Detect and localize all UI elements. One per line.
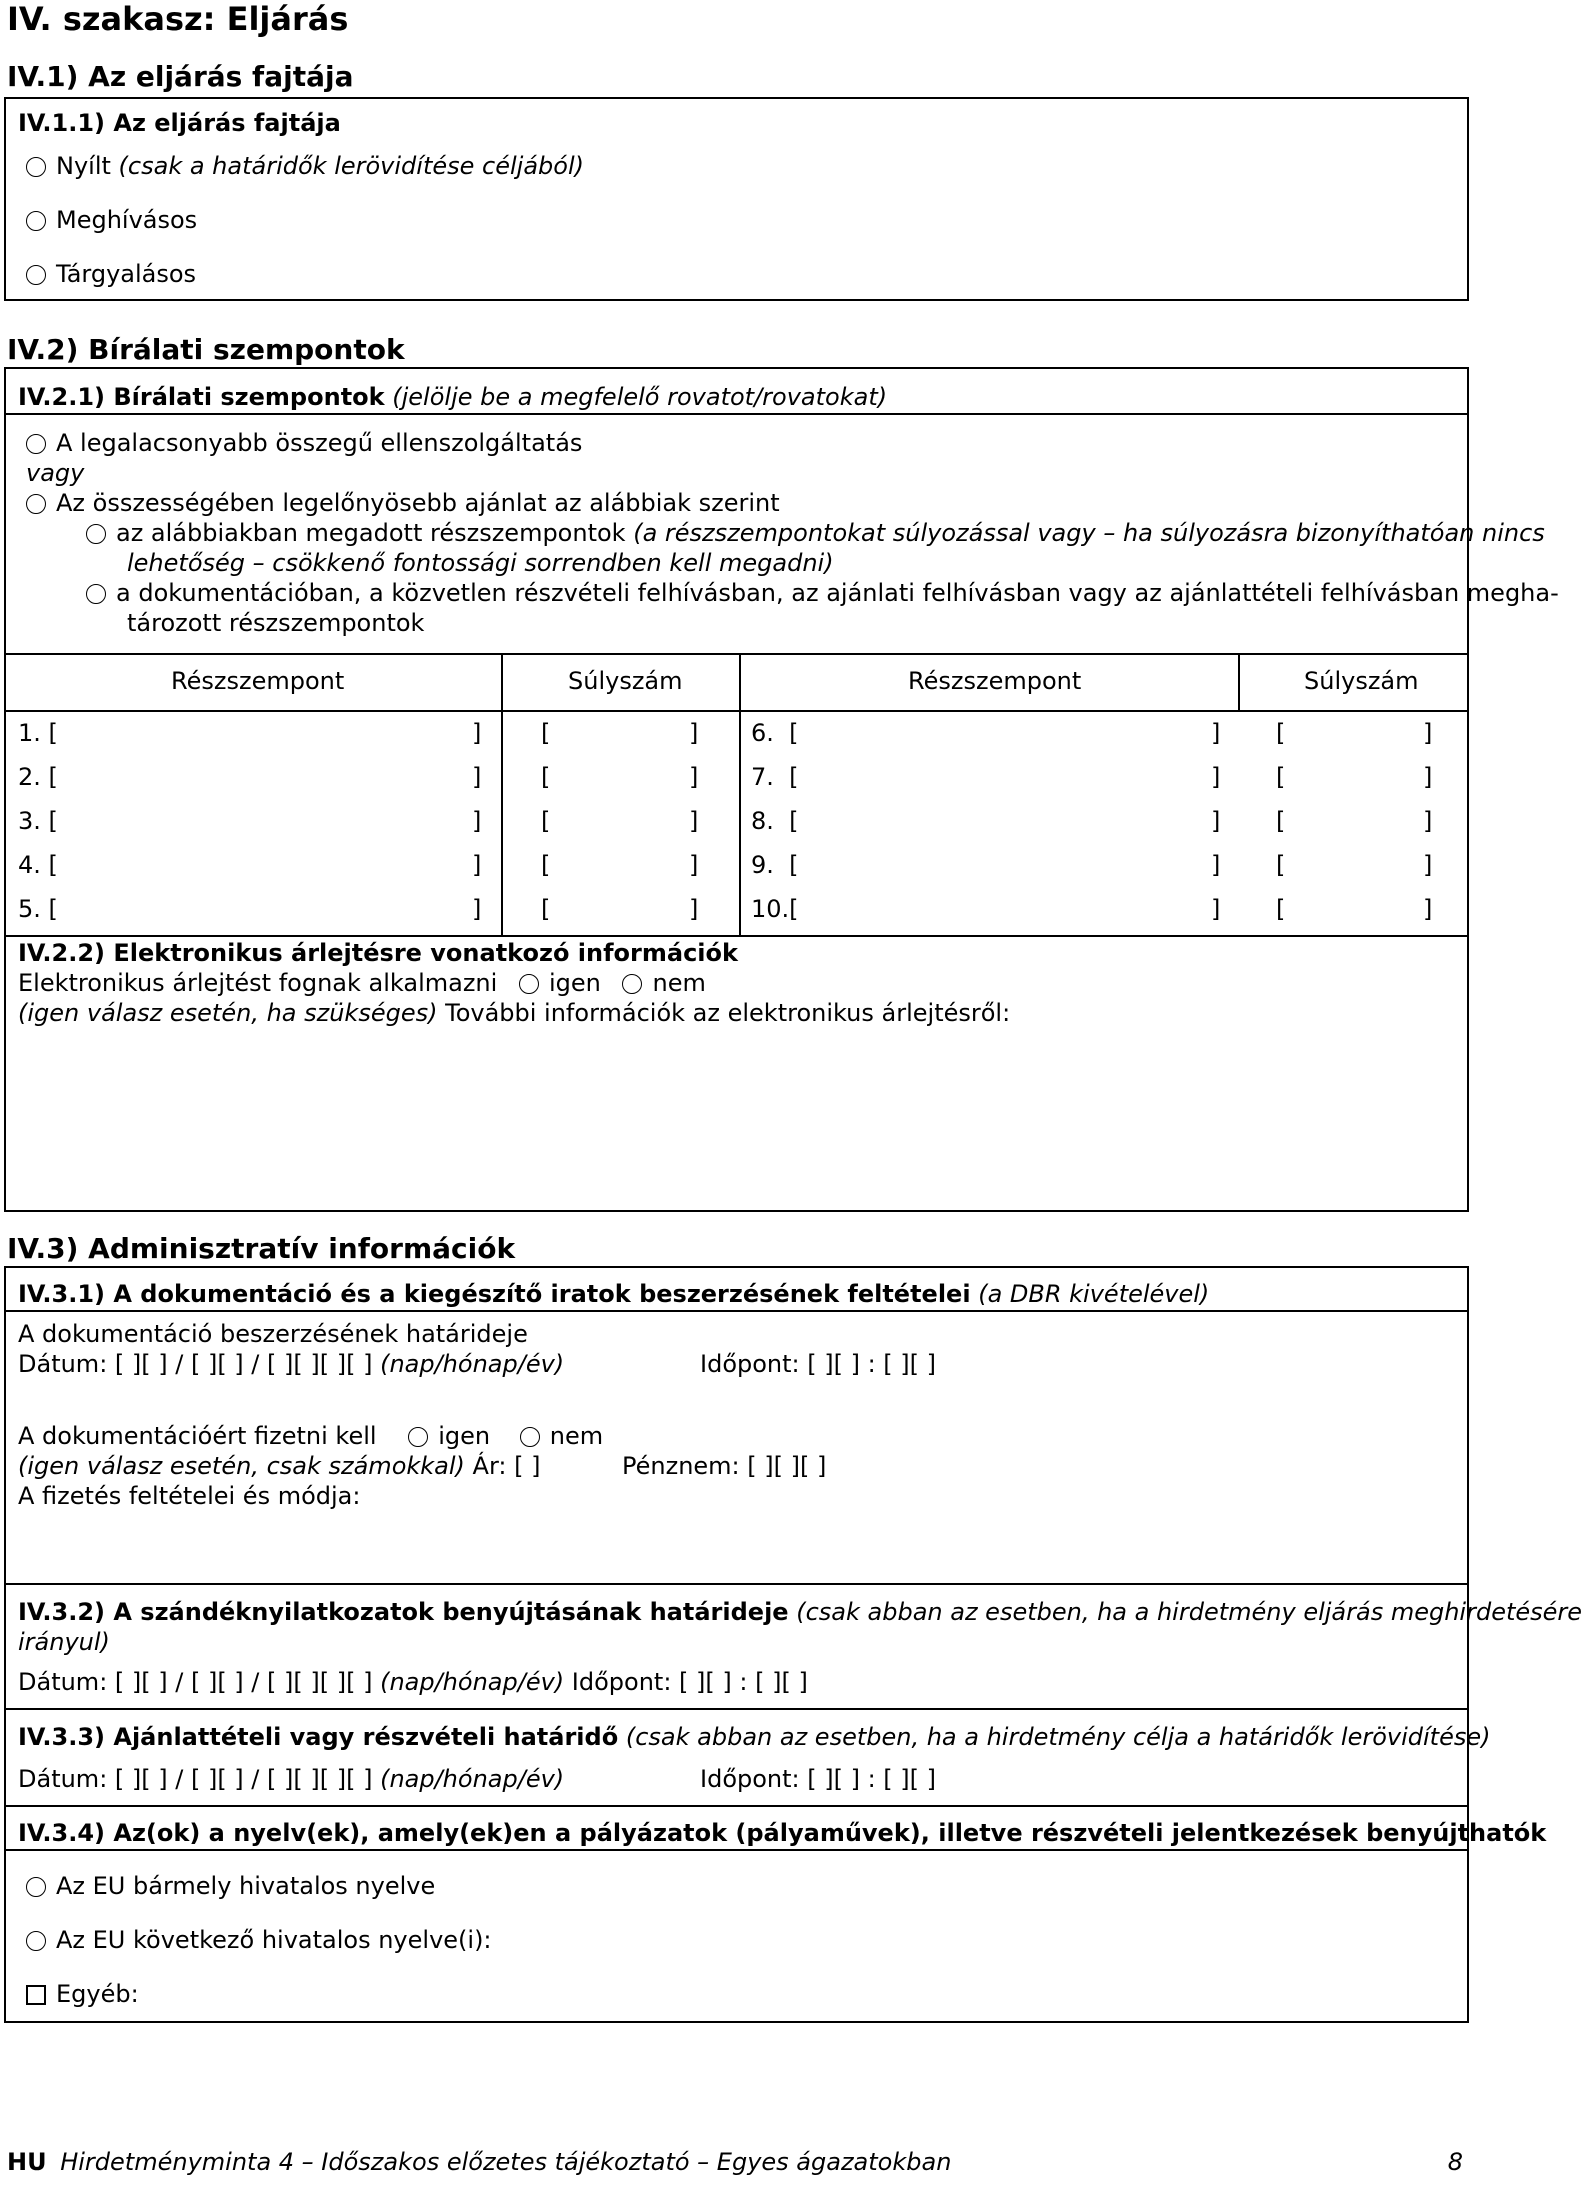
iv33-date: Dátum: [ ][ ] / [ ][ ] / [ ][ ][ ][ ] (nap/hónap/év) [18,1765,565,1793]
row-open[interactable]: [ [541,763,551,791]
radio-pay-no[interactable] [520,1427,540,1447]
section-title: IV. szakasz: Eljárás [7,0,349,38]
row-open[interactable]: [ [1276,895,1286,923]
row-close[interactable]: ] [1423,895,1433,923]
row-open[interactable]: [ [1276,719,1286,747]
option-sub2[interactable]: a dokumentációban, a közvetlen részvételi felhívásban, az ajánlati felhívásban vagy az ajánlattételi felhívásban megha- [86,579,1559,607]
option-sub1[interactable]: az alábbiakban megadott részszempontok (a részszempontokat súlyozással vagy – ha súlyozásra bizonyíthatóan nincs [86,519,1545,547]
radio-e-yes[interactable] [519,974,539,994]
option-lang-any[interactable]: Az EU bármely hivatalos nyelve [26,1872,435,1900]
th-reszszempont-2: Részszempont [908,667,1082,695]
box-iv3 [4,1266,1582,2023]
option-lowest[interactable]: A legalacsonyabb összegű ellenszolgáltatás [26,429,582,457]
row-open[interactable]: [ [1276,763,1286,791]
option-other[interactable]: Egyéb: [26,1980,139,2008]
heading-iv33: IV.3.3) Ajánlattételi vagy részvételi határidő (csak abban az esetben, ha a hirdetmény célja a határidők lerövidítése) [18,1723,1491,1751]
row-close[interactable]: ] [689,763,699,791]
doc-time: Időpont: [ ][ ] : [ ][ ] [700,1350,937,1378]
row-num-right[interactable]: 7. [ [751,763,799,791]
row-close[interactable]: ] [1211,895,1221,923]
iv32-cont: irányul) [18,1628,110,1656]
th-sulyszam-1: Súlyszám [568,667,683,695]
heading-iv34: IV.3.4) Az(ok) a nyelv(ek), amely(ek)en a pályázatok (pályaművek), illetve részvételi jelentkezések benyújthatók [18,1819,1547,1847]
row-close[interactable]: ] [472,763,482,791]
pay-question: A dokumentációért fizetni kell igen nem [18,1422,604,1450]
row-open[interactable]: [ [1276,807,1286,835]
heading-iv3: IV.3) Adminisztratív információk [7,1232,516,1265]
sub1-cont: lehetőség – csökkenő fontossági sorrendben kell megadni) [127,549,834,577]
row-close[interactable]: ] [689,807,699,835]
radio-lang-any[interactable] [26,1877,46,1897]
radio-nyilt[interactable] [26,157,46,177]
heading-iv2: IV.2) Bírálati szempontok [7,333,405,366]
row-close[interactable]: ] [472,895,482,923]
row-num-left[interactable]: 5. [ [18,895,58,923]
box-iv2 [4,367,1559,1212]
row-num-left[interactable]: 1. [ [18,719,58,747]
row-close[interactable]: ] [1423,719,1433,747]
row-open[interactable]: [ [1276,851,1286,879]
or-text: vagy [26,459,85,487]
row-num-right[interactable]: 9. [ [751,851,799,879]
row-close[interactable]: ] [1423,851,1433,879]
row-close[interactable]: ] [1423,807,1433,835]
row-num-left[interactable]: 2. [ [18,763,58,791]
row-close[interactable]: ] [689,895,699,923]
row-close[interactable]: ] [1211,763,1221,791]
option-nyilt[interactable]: Nyílt (csak a határidők lerövidítése céljából) [26,152,584,180]
iv33-time: Időpont: [ ][ ] : [ ][ ] [700,1765,937,1793]
row-open[interactable]: [ [541,895,551,923]
pay-terms: A fizetés feltételei és módja: [18,1482,361,1510]
row-close[interactable]: ] [689,851,699,879]
pay-price: (igen válasz esetén, csak számokkal) Ár: [ ] [18,1452,541,1480]
radio-lang-specific[interactable] [26,1931,46,1951]
heading-iv31: IV.3.1) A dokumentáció és a kiegészítő iratok beszerzésének feltételei (a DBR kivételével) [18,1280,1210,1308]
heading-iv32: IV.3.2) A szándéknyilatkozatok benyújtásának határideje (csak abban az esetben, ha a hirdetmény eljárás meghirdetésére [18,1598,1582,1626]
box-iv1 [4,97,1469,301]
row-close[interactable]: ] [689,719,699,747]
row-num-left[interactable]: 4. [ [18,851,58,879]
e-auction-question: Elektronikus árlejtést fognak alkalmazni igen nem [18,969,706,997]
heading-iv22: IV.2.2) Elektronikus árlejtésre vonatkozó információk [18,939,738,967]
checkbox-other[interactable] [26,1985,46,2005]
row-close[interactable]: ] [1423,763,1433,791]
heading-iv11: IV.1.1) Az eljárás fajtája [18,109,341,137]
option-lang-specific[interactable]: Az EU következő hivatalos nyelve(i): [26,1926,492,1954]
row-open[interactable]: [ [541,807,551,835]
radio-targyalasos[interactable] [26,265,46,285]
sub2-cont: tározott részszempontok [127,609,425,637]
option-best[interactable]: Az összességében legelőnyösebb ajánlat az alábbiak szerint [26,489,780,517]
row-close[interactable]: ] [1211,851,1221,879]
page-number: 8 [1447,2148,1463,2176]
row-close[interactable]: ] [472,807,482,835]
radio-sub2[interactable] [86,584,106,604]
radio-e-no[interactable] [622,974,642,994]
radio-best[interactable] [26,494,46,514]
radio-sub1[interactable] [86,524,106,544]
doc-deadline: A dokumentáció beszerzésének határideje [18,1320,528,1348]
row-close[interactable]: ] [1211,807,1221,835]
radio-lowest[interactable] [26,434,46,454]
heading-iv21: IV.2.1) Bírálati szempontok (jelölje be a megfelelő rovatot/rovatokat) [18,383,888,411]
row-num-right[interactable]: 8. [ [751,807,799,835]
row-close[interactable]: ] [1211,719,1221,747]
option-targyalasos[interactable]: Tárgyalásos [26,260,196,288]
footer: HU Hirdetményminta 4 – Időszakos előzetes tájékoztató – Egyes ágazatokban [7,2148,952,2176]
row-close[interactable]: ] [472,719,482,747]
row-open[interactable]: [ [541,851,551,879]
radio-meghivasos[interactable] [26,211,46,231]
row-num-right[interactable]: 10.[ [751,895,799,923]
e-auction-info: (igen válasz esetén, ha szükséges) További információk az elektronikus árlejtésről: [18,999,1011,1027]
th-reszszempont-1: Részszempont [171,667,345,695]
radio-pay-yes[interactable] [408,1427,428,1447]
pay-currency: Pénznem: [ ][ ][ ] [622,1452,827,1480]
option-meghivasos[interactable]: Meghívásos [26,206,197,234]
row-num-left[interactable]: 3. [ [18,807,58,835]
iv32-date: Dátum: [ ][ ] / [ ][ ] / [ ][ ][ ][ ] (nap/hónap/év) Időpont: [ ][ ] : [ ][ ] [18,1668,808,1696]
heading-iv1: IV.1) Az eljárás fajtája [7,60,354,93]
th-sulyszam-2: Súlyszám [1304,667,1419,695]
row-close[interactable]: ] [472,851,482,879]
row-num-right[interactable]: 6. [ [751,719,799,747]
row-open[interactable]: [ [541,719,551,747]
doc-date: Dátum: [ ][ ] / [ ][ ] / [ ][ ][ ][ ] (nap/hónap/év) [18,1350,565,1378]
